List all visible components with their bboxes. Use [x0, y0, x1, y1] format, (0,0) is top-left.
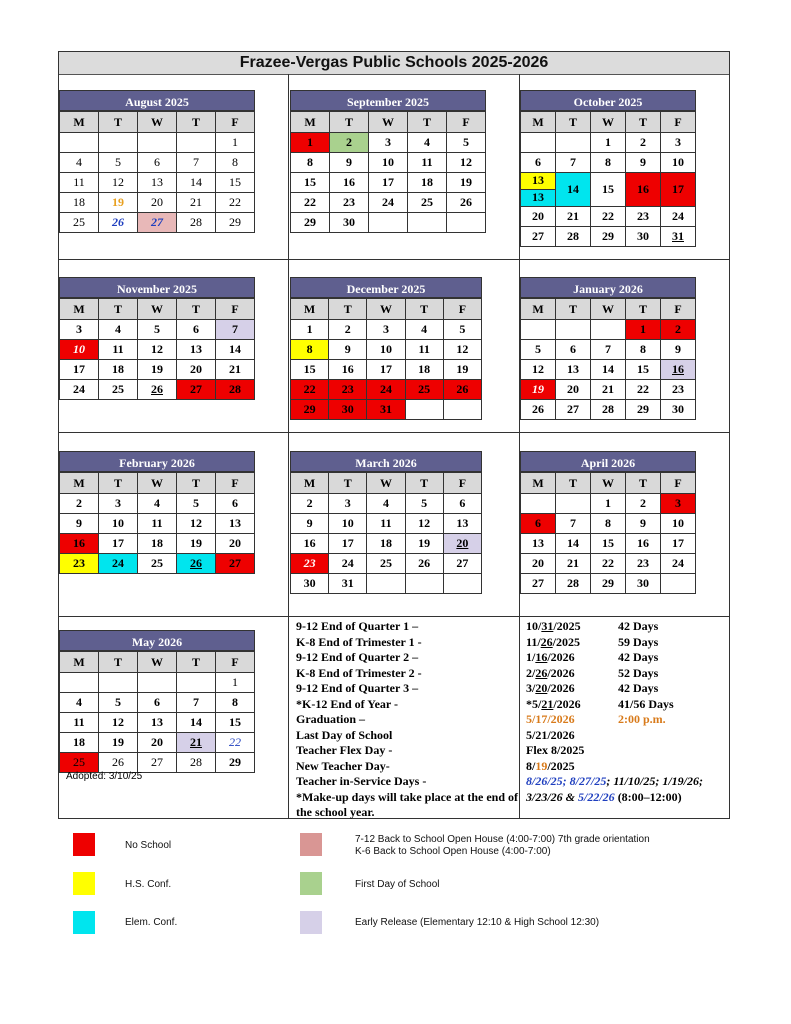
month-december — [290, 277, 482, 420]
january-grid: M T W T F 1 2 5 6 7 8 9 12 13 14 15 16 19 20 21 22 23 26 27 28 29 30 — [520, 298, 696, 420]
month-january — [520, 277, 696, 420]
month-november — [59, 277, 255, 400]
note-line: K-8 End of Trimester 1 - — [296, 634, 422, 649]
date-row: 8/19/2025 — [526, 758, 575, 773]
date-row: 3/20/2026 42 Days — [526, 681, 659, 695]
note-line: 9-12 End of Quarter 3 – — [296, 681, 419, 695]
note-line: Graduation – — [296, 712, 366, 726]
month-title: February 2026 — [59, 451, 255, 472]
date-row: 2/26/2026 52 Days — [526, 665, 659, 680]
note-line: New Teacher Day- — [296, 758, 390, 773]
legend-swatch-hs-conf — [73, 872, 95, 895]
legend-no-school: No School — [125, 840, 172, 851]
month-august — [59, 90, 255, 233]
key-dates-values — [526, 619, 726, 805]
note-line: 9-12 End of Quarter 2 – — [296, 650, 419, 664]
november-grid: M T W T F 3 4 5 6 7 10 11 12 13 14 17 18 19 20 21 24 25 26 27 28 — [59, 298, 255, 400]
weekday-header: M T W T F — [521, 299, 696, 320]
month-title: October 2025 — [520, 90, 696, 111]
legend-early-release: Early Release (Elementary 12:10 & High School 12:30) — [355, 917, 600, 928]
september-grid: M T W T F 1 2 3 4 5 8 9 10 11 12 15 16 17 18 19 22 23 24 25 26 29 30 — [290, 111, 486, 233]
month-april — [520, 451, 696, 594]
note-line: K-8 End of Trimester 2 - — [296, 665, 422, 680]
date-row: 11/26/2025 59 Days — [526, 634, 659, 649]
weekday-header: M T W T F — [60, 299, 255, 320]
legend-hs-conf: H.S. Conf. — [125, 879, 172, 890]
march-grid: M T W T F 2 3 4 5 6 9 10 11 12 13 16 17 18 19 20 23 24 25 26 27 30 31 — [290, 472, 482, 594]
month-march — [290, 451, 482, 594]
date-row: 1/16/2026 42 Days — [526, 650, 659, 664]
april-grid: M T W T F 1 2 3 6 7 8 9 10 13 14 15 16 17 20 21 22 23 24 27 28 29 30 — [520, 472, 696, 594]
note-line: Last Day of School — [296, 727, 393, 742]
legend-swatch-no-school — [73, 833, 95, 856]
weekday-header: M T W T F — [60, 112, 255, 133]
key-dates-labels — [296, 619, 518, 821]
month-october — [520, 90, 696, 247]
date-row: Flex 8/2025 — [526, 743, 585, 757]
legend-swatch-early-release — [300, 911, 322, 934]
may-grid: M T W T F 1 4 5 6 7 8 11 12 13 14 15 18 19 20 21 22 25 26 27 28 29 — [59, 651, 255, 773]
note-line: *Make-up days will take place at the end of the school year. — [296, 789, 518, 819]
date-row: *5/21/2026 41/56 Days — [526, 696, 674, 711]
august-grid: M T W T F 1 4 5 6 7 8 11 12 13 14 15 18 19 20 21 22 25 26 27 28 29 — [59, 111, 255, 233]
date-row: 8/26/25; 8/27/25; 11/10/25; 1/19/26; — [526, 774, 704, 788]
page-title: Frazee-Vergas Public Schools 2025-2026 — [59, 52, 729, 75]
month-september — [290, 90, 486, 233]
date-row: 3/23/26 & 5/22/26 (8:00–12:00) — [526, 789, 682, 804]
february-grid: M T W T F 2 3 4 5 6 9 10 11 12 13 16 17 18 19 20 23 24 25 26 27 — [59, 472, 255, 574]
month-title: March 2026 — [290, 451, 482, 472]
month-title: September 2025 — [290, 90, 486, 111]
note-line: 9-12 End of Quarter 1 – — [296, 619, 419, 633]
legend-first-day: First Day of School — [355, 879, 440, 890]
month-title: August 2025 — [59, 90, 255, 111]
legend-swatch-first-day — [300, 872, 322, 895]
december-grid: M T W T F 1 2 3 4 5 8 9 10 11 12 15 16 17 18 19 22 23 24 25 26 29 30 31 — [290, 298, 482, 420]
month-title: November 2025 — [59, 277, 255, 298]
month-title: April 2026 — [520, 451, 696, 472]
note-line: Teacher Flex Day - — [296, 743, 393, 757]
legend-swatch-elem-conf — [73, 911, 95, 934]
month-may — [59, 630, 255, 773]
note-line: *K-12 End of Year - — [296, 696, 398, 711]
legend-open-house-1: 7-12 Back to School Open House (4:00-7:00) 7th grade orientation — [355, 834, 650, 845]
month-title: January 2026 — [520, 277, 696, 298]
weekday-header: M T W T F — [60, 473, 255, 494]
adopted-date: Adopted: 3/10/25 — [66, 771, 143, 782]
note-line: Teacher in-Service Days - — [296, 774, 427, 788]
month-title: May 2026 — [59, 630, 255, 651]
weekday-header: M T W T F — [60, 652, 255, 673]
legend-swatch-open-house — [300, 833, 322, 856]
legend-open-house-2: K-6 Back to School Open House (4:00-7:00) — [355, 846, 551, 857]
month-title: December 2025 — [290, 277, 482, 298]
october-grid: M T W T F 1 2 3 6 7 8 9 10 13 13 14 15 16 17 20 21 22 23 24 27 28 29 30 31 — [520, 111, 696, 247]
date-row: 5/21/2026 — [526, 727, 575, 742]
weekday-header: M T W T F — [521, 112, 696, 133]
weekday-header: M T W T F — [291, 112, 486, 133]
month-february — [59, 451, 255, 574]
weekday-header: M T W T F — [291, 299, 482, 320]
weekday-header: M T W T F — [291, 473, 482, 494]
date-row: 10/31/2025 42 Days — [526, 619, 659, 633]
legend-elem-conf: Elem. Conf. — [125, 917, 178, 928]
date-row: 5/17/2026 2:00 p.m. — [526, 712, 666, 726]
weekday-header: M T W T F — [521, 473, 696, 494]
